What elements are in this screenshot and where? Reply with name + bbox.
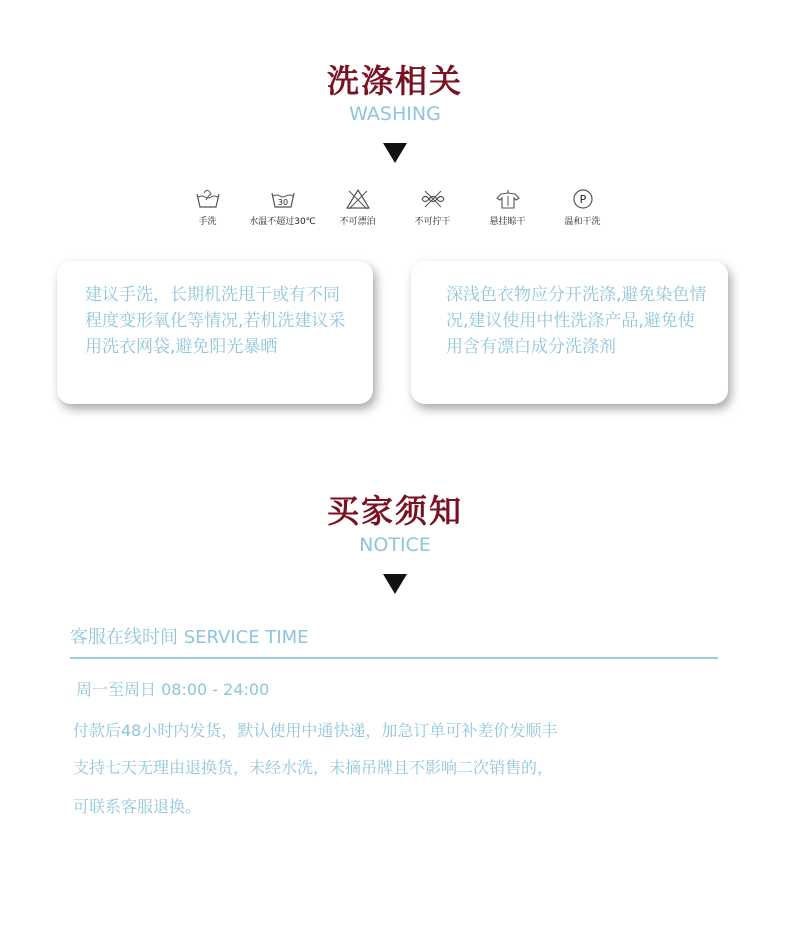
wash-30-icon	[270, 188, 296, 210]
care-icons	[170, 188, 620, 227]
care-label: 手洗	[198, 217, 217, 227]
hang-dry-icon	[495, 188, 521, 210]
dry-clean-icon	[570, 188, 596, 210]
care-label: 不可拧干	[414, 217, 451, 227]
washing-subtitle: WASHING	[349, 103, 441, 125]
washing-title: 洗涤相关	[326, 62, 463, 100]
washing-card-right	[411, 261, 728, 404]
down-triangle-icon	[383, 574, 407, 594]
care-label: 悬挂晾干	[489, 217, 526, 227]
service-time-heading: 客服在线时间 SERVICE TIME	[70, 627, 309, 648]
notice-line: 付款后48小时内发货，默认使用中通快递，加急订单可补差价发顺丰	[73, 721, 558, 740]
divider	[70, 657, 718, 659]
washing-tip-text: 深浅色衣物应分开洗涤,避免染色情况,建议使用中性洗涤产品,避免使用含有漂白成分洗涤剂	[446, 285, 707, 357]
care-item	[395, 188, 470, 227]
notice-line: 可联系客服退换。	[73, 797, 202, 816]
no-bleach-icon	[345, 188, 371, 210]
care-item	[245, 188, 320, 227]
no-wring-icon	[420, 188, 446, 210]
care-item	[470, 188, 545, 227]
hand-wash-icon	[195, 188, 221, 210]
washing-card-left	[57, 261, 373, 404]
washing-tip-text: 建议手洗，长期机洗甩干或有不同程度变形氧化等情况,若机洗建议采用洗衣网袋,避免阳光暴晒	[85, 285, 346, 357]
care-label: 温和干洗	[564, 217, 601, 227]
care-item	[320, 188, 395, 227]
care-label: 不可漂泊	[339, 217, 376, 227]
notice-line: 支持七天无理由退换货，未经水洗，未摘吊牌且不影响二次销售的，	[73, 758, 554, 777]
down-triangle-icon	[383, 143, 407, 163]
wash-temp-text: 30	[277, 198, 288, 207]
care-item	[170, 188, 245, 227]
notice-subtitle: NOTICE	[359, 534, 431, 556]
care-label: 水温不超过30℃	[249, 217, 316, 227]
service-hours: 周一至周日 08:00 - 24:00	[76, 680, 270, 699]
care-item	[545, 188, 620, 227]
dry-clean-letter: P	[579, 193, 586, 206]
notice-title: 买家须知	[326, 492, 463, 530]
